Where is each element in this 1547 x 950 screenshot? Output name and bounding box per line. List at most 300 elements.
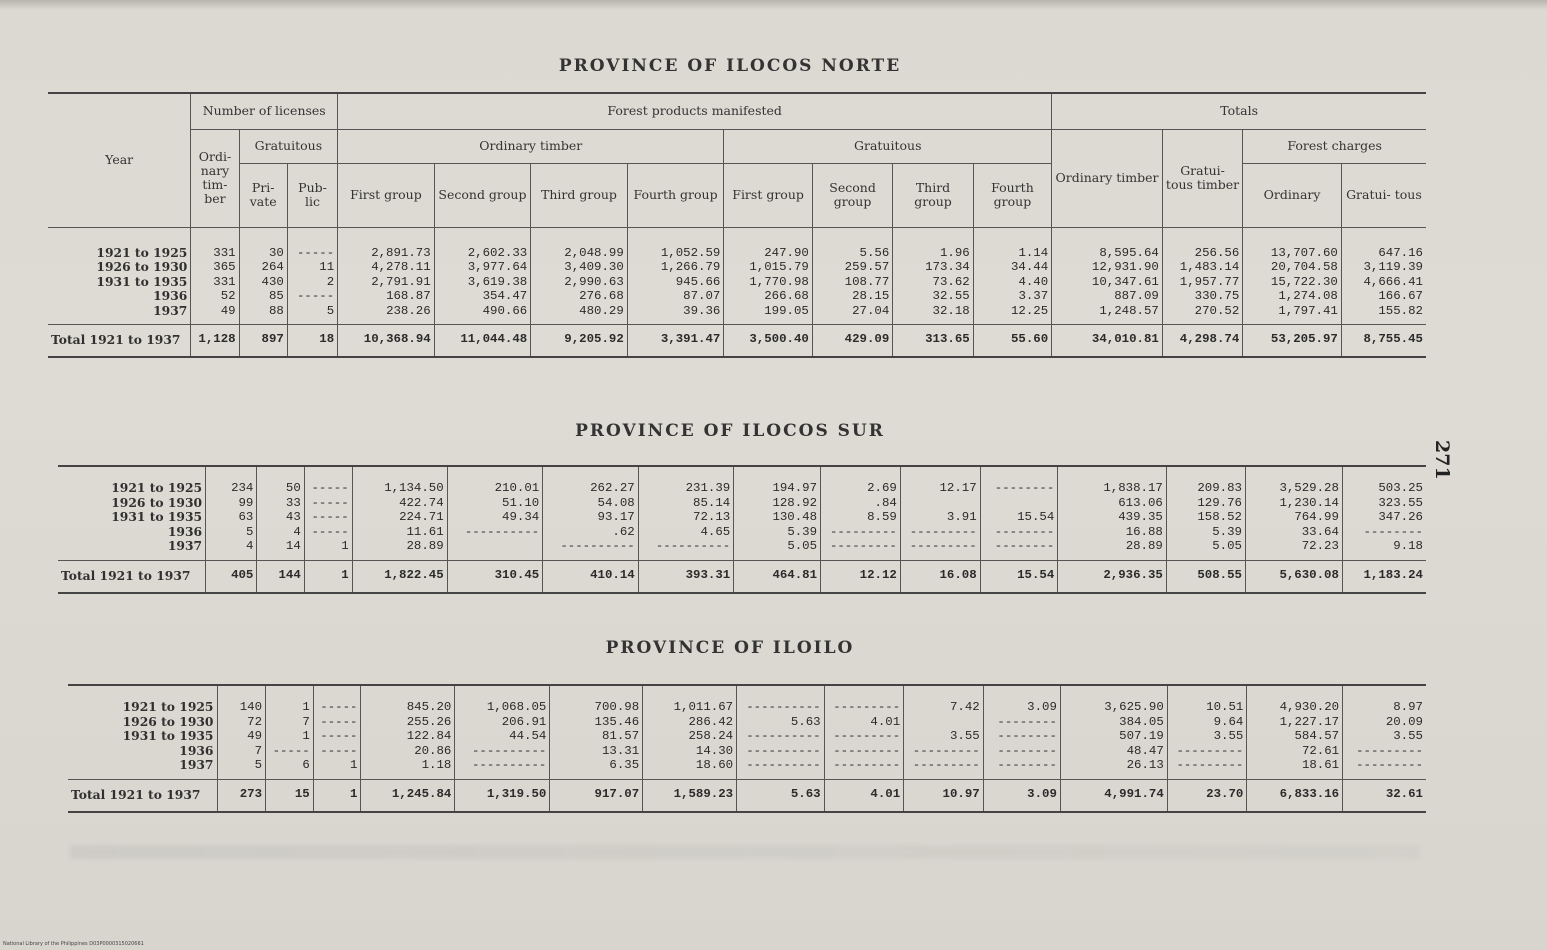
table-value: 276.68 xyxy=(579,289,624,303)
value-column-cell xyxy=(1166,466,1245,560)
total-value: 12.12 xyxy=(821,560,901,593)
table-value: ----- xyxy=(311,524,349,539)
header-ordinary-timber: Ordinary timber xyxy=(338,129,724,163)
table-value: 1,011.67 xyxy=(673,700,734,714)
table-value: --------- xyxy=(909,539,977,553)
table-value: 3,119.39 xyxy=(1363,260,1423,274)
value-column-cell xyxy=(1243,227,1342,325)
value-column-cell xyxy=(1341,227,1426,325)
total-value: 1,589.23 xyxy=(643,779,737,812)
table-value: 3,625.90 xyxy=(1104,700,1164,714)
table-value: 286.42 xyxy=(688,714,734,729)
total-value: 313.65 xyxy=(893,325,973,358)
year-label: 1926 to 1930 xyxy=(96,259,188,274)
table-value: 12.25 xyxy=(1011,303,1049,318)
header-forest-products-manifested: Forest products manifested xyxy=(338,93,1052,129)
value-column-cell xyxy=(287,227,337,325)
year-label: 1926 to 1930 xyxy=(111,494,203,510)
value-column-cell xyxy=(724,227,813,325)
value-column-cell xyxy=(434,227,531,325)
year-label: 1921 to 1925 xyxy=(122,699,214,714)
table-value: 54.08 xyxy=(597,495,635,510)
total-value: 144 xyxy=(257,560,304,593)
table-value: 129.76 xyxy=(1197,495,1242,510)
total-value: 1 xyxy=(313,779,361,812)
table-value: 3,409.30 xyxy=(564,260,624,274)
table-value: 128.92 xyxy=(772,495,818,510)
table-value: 39.36 xyxy=(683,303,721,318)
year-label: 1936 xyxy=(167,523,203,539)
table-value: 209.83 xyxy=(1197,481,1242,495)
table-value: 206.91 xyxy=(501,714,547,729)
table-value: 72 xyxy=(247,714,263,729)
table-value: -------- xyxy=(994,524,1055,539)
total-value: 3,500.40 xyxy=(724,325,813,358)
table-value: 122.84 xyxy=(406,729,452,743)
table-value: 1.14 xyxy=(1018,245,1049,260)
table-value: 231.39 xyxy=(685,481,731,495)
table-value: 1 xyxy=(302,700,310,714)
table-value: .62 xyxy=(612,524,635,539)
table-value: 347.26 xyxy=(1378,510,1423,524)
table-value: .84 xyxy=(874,495,897,510)
table-value: ---------- xyxy=(464,524,540,539)
value-column-cell xyxy=(812,227,892,325)
table-value: 266.68 xyxy=(764,289,809,303)
table-value: 2,891.73 xyxy=(371,245,431,260)
table-value: 1 xyxy=(341,539,349,553)
value-column-cell xyxy=(983,685,1060,779)
value-column-cell xyxy=(1167,685,1247,779)
table-value: 490.66 xyxy=(482,303,528,318)
total-value: 410.14 xyxy=(543,560,639,593)
table-value: 8,595.64 xyxy=(1099,245,1159,260)
table-value: 5.05 xyxy=(787,539,818,553)
table-value: 26.13 xyxy=(1126,758,1164,772)
value-column-cell xyxy=(531,227,628,325)
table-value: 887.09 xyxy=(1114,289,1159,303)
value-column-cell xyxy=(1245,466,1342,560)
table-value: 8.97 xyxy=(1393,700,1423,714)
value-column-cell xyxy=(206,466,257,560)
table-value: 8.59 xyxy=(867,510,897,524)
table-value: 12.17 xyxy=(939,481,977,495)
table-value: 3,977.64 xyxy=(467,260,528,274)
province-title-ilocos-norte: PROVINCE OF ILOCOS NORTE xyxy=(558,56,902,76)
table-value: 224.71 xyxy=(399,510,444,524)
value-column-cell xyxy=(217,685,266,779)
table-value: 4.40 xyxy=(1018,274,1049,289)
table-value: 3.55 xyxy=(1393,729,1423,743)
value-column-cell xyxy=(821,466,901,560)
table-value: 5.56 xyxy=(859,245,890,260)
table-value: 30 xyxy=(268,245,284,260)
table-value: 262.27 xyxy=(590,481,635,495)
table-value: 354.47 xyxy=(482,289,528,303)
total-label: Total 1921 to 1937 xyxy=(68,779,217,812)
total-value: 1,128 xyxy=(191,325,239,358)
ilocos-sur-table xyxy=(58,465,1426,594)
total-value: 405 xyxy=(206,560,257,593)
table-value: 88 xyxy=(268,303,284,318)
year-label: 1931 to 1935 xyxy=(96,273,188,289)
header-totals-ordinary-timber: Ordinary timber xyxy=(1052,129,1163,227)
year-cell xyxy=(68,685,217,779)
table-value: 365 xyxy=(213,260,236,274)
table-value: ---------- xyxy=(746,729,821,743)
header-ot-third-group: Third group xyxy=(531,163,628,227)
header-totals: Totals xyxy=(1052,93,1426,129)
table-value: 1,274.08 xyxy=(1278,289,1338,303)
table-value: 4,930.20 xyxy=(1279,700,1340,714)
total-value: 508.55 xyxy=(1166,560,1245,593)
table-value: 2 xyxy=(326,274,335,289)
table-value: 52 xyxy=(220,289,236,303)
table-value: 3.37 xyxy=(1018,289,1049,303)
table-value: 28.89 xyxy=(1125,539,1163,553)
table-value: 1,797.41 xyxy=(1278,303,1338,318)
total-value: 897 xyxy=(239,325,287,358)
table-value: 130.48 xyxy=(772,510,818,524)
header-ot-first-group: First group xyxy=(338,163,435,227)
table-value: 5.39 xyxy=(1212,524,1242,539)
table-value: 584.57 xyxy=(1294,729,1340,743)
table-value: 764.99 xyxy=(1294,510,1339,524)
table-value: 20.86 xyxy=(414,743,452,758)
table-value: 48.47 xyxy=(1126,743,1164,758)
total-row xyxy=(68,779,1426,812)
value-column-cell xyxy=(643,685,737,779)
value-column-cell xyxy=(304,466,352,560)
page-number: 271 xyxy=(1431,440,1453,480)
total-value: 11,044.48 xyxy=(434,325,531,358)
table-value: 4 xyxy=(293,524,301,539)
table-value: ---------- xyxy=(746,758,821,772)
table-value: 6.35 xyxy=(609,758,640,772)
table-value: 51.10 xyxy=(502,495,540,510)
total-value: 393.31 xyxy=(638,560,734,593)
table-value: ----- xyxy=(320,700,358,714)
total-value: 34,010.81 xyxy=(1052,325,1163,358)
table-value: 264 xyxy=(261,260,284,274)
table-value: 4 xyxy=(245,539,254,553)
table-value: 255.26 xyxy=(406,714,452,729)
total-value: 5,630.08 xyxy=(1245,560,1342,593)
table-value: 1,230.14 xyxy=(1279,495,1339,510)
total-value: 10,368.94 xyxy=(338,325,435,358)
table-value: 93.17 xyxy=(597,510,635,524)
table-value: 10,347.61 xyxy=(1091,274,1159,289)
header-totals-gratuitous-timber: Gratui- tous timber xyxy=(1162,129,1242,227)
table-value: 330.75 xyxy=(1194,289,1240,303)
table-value: 10.51 xyxy=(1206,700,1244,714)
total-value: 917.07 xyxy=(550,779,643,812)
year-label: 1937 xyxy=(179,757,214,772)
table-value: 945.66 xyxy=(675,274,721,289)
table-value: 28.89 xyxy=(406,539,444,553)
table-value: ----- xyxy=(272,743,310,758)
table-value: 7 xyxy=(254,743,263,758)
table-value: 2,791.91 xyxy=(371,274,431,289)
table-value: 1,227.17 xyxy=(1279,714,1340,729)
year-cell xyxy=(58,466,206,560)
table-value: -------- xyxy=(994,481,1055,495)
year-label: 1926 to 1930 xyxy=(122,713,214,729)
table-value: 85 xyxy=(268,289,284,303)
table-value: 1,015.79 xyxy=(749,260,809,274)
value-column-cell xyxy=(980,466,1058,560)
value-column-cell xyxy=(893,227,973,325)
total-value: 18 xyxy=(287,325,337,358)
table-value: ----- xyxy=(296,289,335,303)
table-value: 9.18 xyxy=(1393,539,1423,553)
table-value: ---------- xyxy=(560,539,635,553)
table-value xyxy=(907,715,980,730)
table-value: 63 xyxy=(238,510,254,524)
total-value: 1,822.45 xyxy=(352,560,447,593)
year-label: 1931 to 1935 xyxy=(111,509,203,524)
table-value: --------- xyxy=(1176,743,1244,758)
table-value: --------- xyxy=(912,743,980,758)
value-column-cell xyxy=(627,227,724,325)
table-value: 13,707.60 xyxy=(1270,245,1338,260)
table-value: 1,770.98 xyxy=(749,274,809,289)
total-value: 3.09 xyxy=(983,779,1060,812)
header-gratuitous-products: Gratuitous xyxy=(724,129,1052,163)
year-label: 1937 xyxy=(153,302,188,318)
year-label: 1931 to 1935 xyxy=(122,728,214,743)
header-forest-charges: Forest charges xyxy=(1243,129,1426,163)
value-column-cell xyxy=(352,466,447,560)
table-value: 5.39 xyxy=(787,524,818,539)
value-column-cell xyxy=(361,685,455,779)
table-value: 3.55 xyxy=(1213,729,1244,743)
table-value: 430 xyxy=(261,274,284,289)
table-value: 480.29 xyxy=(579,303,624,318)
province-title-iloilo: PROVINCE OF ILOILO xyxy=(605,638,855,658)
table-value: 135.46 xyxy=(594,714,640,729)
total-value: 10.97 xyxy=(904,779,984,812)
table-value: ----- xyxy=(311,495,349,510)
total-value: 310.45 xyxy=(447,560,543,593)
table-value: 5 xyxy=(254,758,263,772)
table-value xyxy=(904,496,977,511)
page-top-shadow xyxy=(0,0,1547,10)
table-row xyxy=(48,227,1426,325)
table-value: 2,602.33 xyxy=(467,245,528,260)
table-row xyxy=(58,466,1426,560)
table-value: 173.34 xyxy=(925,260,970,274)
iloilo-table xyxy=(68,684,1426,813)
table-value: 7.42 xyxy=(949,700,980,714)
table-value: 87.07 xyxy=(683,289,721,303)
table-value: 1,838.17 xyxy=(1103,481,1163,495)
year-label: 1937 xyxy=(167,538,203,553)
table-value: 323.55 xyxy=(1378,495,1423,510)
table-value: 32.55 xyxy=(932,289,970,303)
table-value: 49 xyxy=(220,303,236,318)
table-value: 15,722.30 xyxy=(1270,274,1338,289)
library-footer: National Library of the Philippines D03P0000315020661 xyxy=(3,941,144,947)
table-value: 140 xyxy=(239,700,263,714)
table-value: 20,704.58 xyxy=(1270,260,1338,274)
total-value: 464.81 xyxy=(734,560,821,593)
total-value: 4,298.74 xyxy=(1162,325,1242,358)
table-value: 15.54 xyxy=(1017,510,1055,524)
table-value: 72.13 xyxy=(693,510,731,524)
table-value: ---------- xyxy=(471,743,547,758)
table-value: 259.57 xyxy=(844,260,890,274)
table-value: 5.63 xyxy=(790,714,821,729)
table-value: 503.25 xyxy=(1378,481,1423,495)
table-value: 1,052.59 xyxy=(660,245,721,260)
year-cell xyxy=(48,227,191,325)
table-value: 44.54 xyxy=(509,729,547,743)
header-ot-fourth-group: Fourth group xyxy=(627,163,724,227)
value-column-cell xyxy=(1162,227,1242,325)
total-value: 1,183.24 xyxy=(1342,560,1426,593)
table-value: 331 xyxy=(213,245,236,260)
table-value: 85.14 xyxy=(693,495,731,510)
value-column-cell xyxy=(1342,466,1426,560)
table-value: 49 xyxy=(247,729,263,743)
total-value: 32.61 xyxy=(1343,779,1426,812)
table-value: 1,248.57 xyxy=(1099,303,1159,318)
table-value: ---------- xyxy=(655,539,731,553)
table-value: 13.31 xyxy=(601,743,640,758)
header-gratuitous-licenses: Gratuitous xyxy=(239,129,338,163)
table-value: 700.98 xyxy=(594,700,640,714)
table-value: ----- xyxy=(311,510,349,524)
total-value: 53,205.97 xyxy=(1243,325,1342,358)
table-value: 12,931.90 xyxy=(1091,260,1159,274)
value-column-cell xyxy=(1247,685,1343,779)
total-row xyxy=(58,560,1426,593)
total-value: 1,245.84 xyxy=(361,779,455,812)
table-value: -------- xyxy=(994,539,1055,553)
year-label: 1921 to 1925 xyxy=(111,480,203,495)
table-value: --------- xyxy=(833,700,901,714)
table-value: ----- xyxy=(296,245,335,260)
bleed-through-text xyxy=(70,845,1420,859)
table-value: 166.67 xyxy=(1378,289,1423,303)
table-value: 16.88 xyxy=(1125,524,1163,539)
table-value: 256.56 xyxy=(1194,245,1240,260)
ilocos-norte-table xyxy=(48,92,1426,358)
table-value: 5 xyxy=(245,524,254,539)
value-column-cell xyxy=(1058,466,1167,560)
value-column-cell xyxy=(973,227,1051,325)
table-value: 1,266.79 xyxy=(660,260,721,274)
header-g-third-group: Third group xyxy=(893,163,973,227)
table-value: 4.65 xyxy=(700,524,731,539)
table-value: -------- xyxy=(997,729,1057,743)
table-value: 194.97 xyxy=(772,481,818,495)
total-value: 9,205.92 xyxy=(531,325,628,358)
header-private: Pri- vate xyxy=(239,163,287,227)
table-value: 384.05 xyxy=(1119,714,1164,729)
table-value: -------- xyxy=(997,714,1057,729)
value-column-cell xyxy=(447,466,543,560)
total-value: 3,391.47 xyxy=(627,325,724,358)
value-column-cell xyxy=(1343,685,1426,779)
table-value: 3.55 xyxy=(949,729,980,743)
table-value: 6 xyxy=(302,758,310,772)
table-value: 27.04 xyxy=(852,303,890,318)
table-value: --------- xyxy=(833,743,901,758)
total-value: 1 xyxy=(304,560,352,593)
table-value: -------- xyxy=(997,758,1057,772)
table-value: 1.18 xyxy=(421,758,452,772)
table-value: 1 xyxy=(350,758,358,772)
table-value: 4,278.11 xyxy=(371,260,431,274)
value-column-cell xyxy=(338,227,435,325)
year-label: 1921 to 1925 xyxy=(96,244,188,260)
table-value: 3.91 xyxy=(946,510,977,524)
value-column-cell xyxy=(313,685,361,779)
table-value: 73.62 xyxy=(932,274,970,289)
year-label: 1936 xyxy=(179,742,214,758)
table-value: --------- xyxy=(1356,743,1423,758)
table-row xyxy=(68,685,1426,779)
table-value: 258.24 xyxy=(688,729,734,743)
table-value: 3,529.28 xyxy=(1279,481,1339,495)
table-value xyxy=(984,496,1055,511)
table-value: 108.77 xyxy=(844,274,890,289)
table-value: 33 xyxy=(285,495,301,510)
table-value: 43 xyxy=(285,510,301,524)
table-value: 33.64 xyxy=(1301,524,1339,539)
table-value: 270.52 xyxy=(1194,303,1240,318)
total-value: 5.63 xyxy=(737,779,825,812)
province-title-ilocos-sur: PROVINCE OF ILOCOS SUR xyxy=(575,421,885,441)
table-value: 247.90 xyxy=(764,245,809,260)
value-column-cell xyxy=(239,227,287,325)
total-value: 429.09 xyxy=(812,325,892,358)
header-public: Pub- lic xyxy=(287,163,337,227)
value-column-cell xyxy=(550,685,643,779)
value-column-cell xyxy=(455,685,550,779)
total-value: 1,319.50 xyxy=(455,779,550,812)
table-value: 11 xyxy=(319,260,335,274)
total-value: 23.70 xyxy=(1167,779,1247,812)
table-value: 4,666.41 xyxy=(1363,274,1423,289)
table-value: 81.57 xyxy=(601,729,640,743)
total-label: Total 1921 to 1937 xyxy=(58,560,206,593)
header-g-first-group: First group xyxy=(724,163,813,227)
table-value: -------- xyxy=(997,743,1057,758)
value-column-cell xyxy=(824,685,904,779)
table-value: 14.30 xyxy=(695,743,734,758)
table-value: 155.82 xyxy=(1378,303,1423,318)
table-value: 845.20 xyxy=(406,700,452,714)
table-value: --------- xyxy=(1176,758,1244,772)
table-value: 20.09 xyxy=(1385,714,1423,729)
table-value: 234 xyxy=(231,481,254,495)
value-column-cell xyxy=(737,685,825,779)
total-value: 4,991.74 xyxy=(1060,779,1167,812)
table-value: 1,134.50 xyxy=(384,481,444,495)
table-value: 3,619.38 xyxy=(467,274,528,289)
table-value: 49.34 xyxy=(502,510,540,524)
table-value: 18.61 xyxy=(1301,758,1340,772)
table-value: 50 xyxy=(285,481,301,495)
table-value: ---------- xyxy=(746,700,821,714)
total-value: 16.08 xyxy=(900,560,980,593)
table-value: --------- xyxy=(829,539,897,553)
header-charges-ordinary: Ordinary xyxy=(1243,163,1342,227)
table-value: 199.05 xyxy=(764,303,809,318)
